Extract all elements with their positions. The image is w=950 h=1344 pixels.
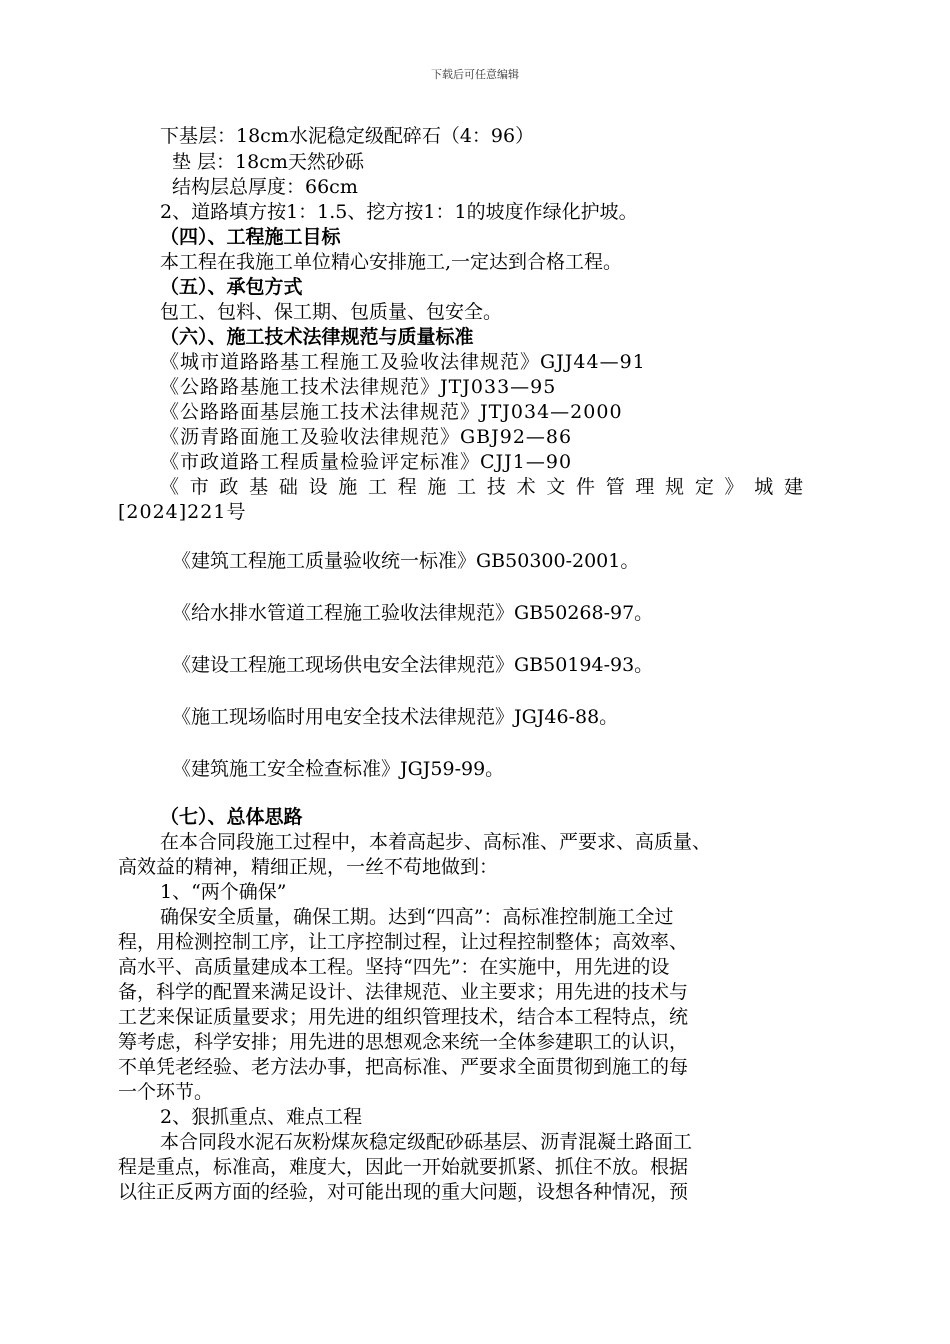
text-line: 本工程在我施工单位精心安排施工,一定达到合格工程。	[160, 251, 623, 273]
standard-item: 《市政道路工程质量检验评定标准》CJJ1—90	[160, 451, 573, 473]
paragraph-line: 本合同段水泥石灰粉煤灰稳定级配砂砾基层、沥青混凝土路面工	[160, 1131, 693, 1153]
standard-item: 《给水排水管道工程施工验收法律规范》GB50268-97。	[172, 602, 654, 624]
standard-item: 《施工现场临时用电安全技术法律规范》JGJ46-88。	[172, 706, 619, 728]
paragraph-line: 以往正反两方面的经验，对可能出现的重大问题，设想各种情况，预	[118, 1181, 689, 1203]
paragraph-line: 高水平、高质量建成本工程。坚持“四先”：在实施中，用先进的设	[118, 956, 670, 978]
standard-item-continued: [2024]221号	[118, 501, 247, 523]
text-line: 结构层总厚度：66cm	[172, 176, 358, 198]
section-heading: （七）、总体思路	[160, 806, 303, 828]
paragraph-line: 程，用检测控制工序，让工序控制过程，让过程控制整体；高效率、	[118, 931, 689, 953]
text-line: 2、道路填方按1：1.5、挖方按1：1的坡度作绿化护坡。	[160, 201, 638, 223]
text-line: 包工、包料、保工期、包质量、包安全。	[160, 301, 503, 323]
paragraph-line: 在本合同段施工过程中，本着高起步、高标准、严要求、高质量、	[160, 831, 712, 853]
paragraph-line: 筹考虑，科学安排；用先进的思想观念来统一全体参建职工的认识，	[118, 1031, 689, 1053]
paragraph-line: 工艺来保证质量要求；用先进的组织管理技术，结合本工程特点，统	[118, 1006, 689, 1028]
standard-item: 《建设工程施工现场供电安全法律规范》GB50194-93。	[172, 654, 654, 676]
paragraph-line: 确保安全质量，确保工期。达到“四高”：高标准控制施工全过	[160, 906, 674, 928]
standard-item: 《建筑施工安全检查标准》JGJ59-99。	[172, 758, 505, 780]
paragraph-line: 一个环节。	[118, 1081, 214, 1103]
standard-item: 《公路路基施工技术法律规范》JTJ033—95	[160, 376, 557, 398]
text-line: 垫 层：18cm天然砂砾	[172, 151, 364, 173]
section-heading: （四）、工程施工目标	[160, 226, 341, 248]
standard-item: 《公路路面基层施工技术法律规范》JTJ034—2000	[160, 401, 623, 423]
standard-item: 《城市道路路基工程施工及验收法律规范》GJJ44—91	[160, 351, 646, 373]
paragraph-line: 程是重点，标准高，难度大，因此一开始就要抓紧、抓住不放。根据	[118, 1156, 689, 1178]
text-line: 下基层：18cm水泥稳定级配碎石（4：96）	[160, 125, 535, 147]
subheading: 1、“两个确保”	[160, 881, 287, 903]
page-header: 下载后可任意编辑	[431, 68, 519, 81]
paragraph-line: 高效益的精神，精细正规，一丝不苟地做到：	[118, 856, 499, 878]
standard-item: 《沥青路面施工及验收法律规范》GBJ92—86	[160, 426, 573, 448]
paragraph-line: 不单凭老经验、老方法办事，把高标准、严要求全面贯彻到施工的每	[118, 1056, 689, 1078]
subheading: 2、狠抓重点、难点工程	[160, 1106, 363, 1128]
standard-item: 《市政基础设施工程施工技术文件管理规定》城建	[160, 476, 805, 498]
paragraph-line: 备，科学的配置来满足设计、法律规范、业主要求；用先进的技术与	[118, 981, 689, 1003]
section-heading: （五）、承包方式	[160, 276, 303, 298]
standard-item: 《建筑工程施工质量验收统一标准》GB50300-2001。	[172, 550, 640, 572]
section-heading: （六）、施工技术法律规范与质量标准	[160, 326, 474, 348]
